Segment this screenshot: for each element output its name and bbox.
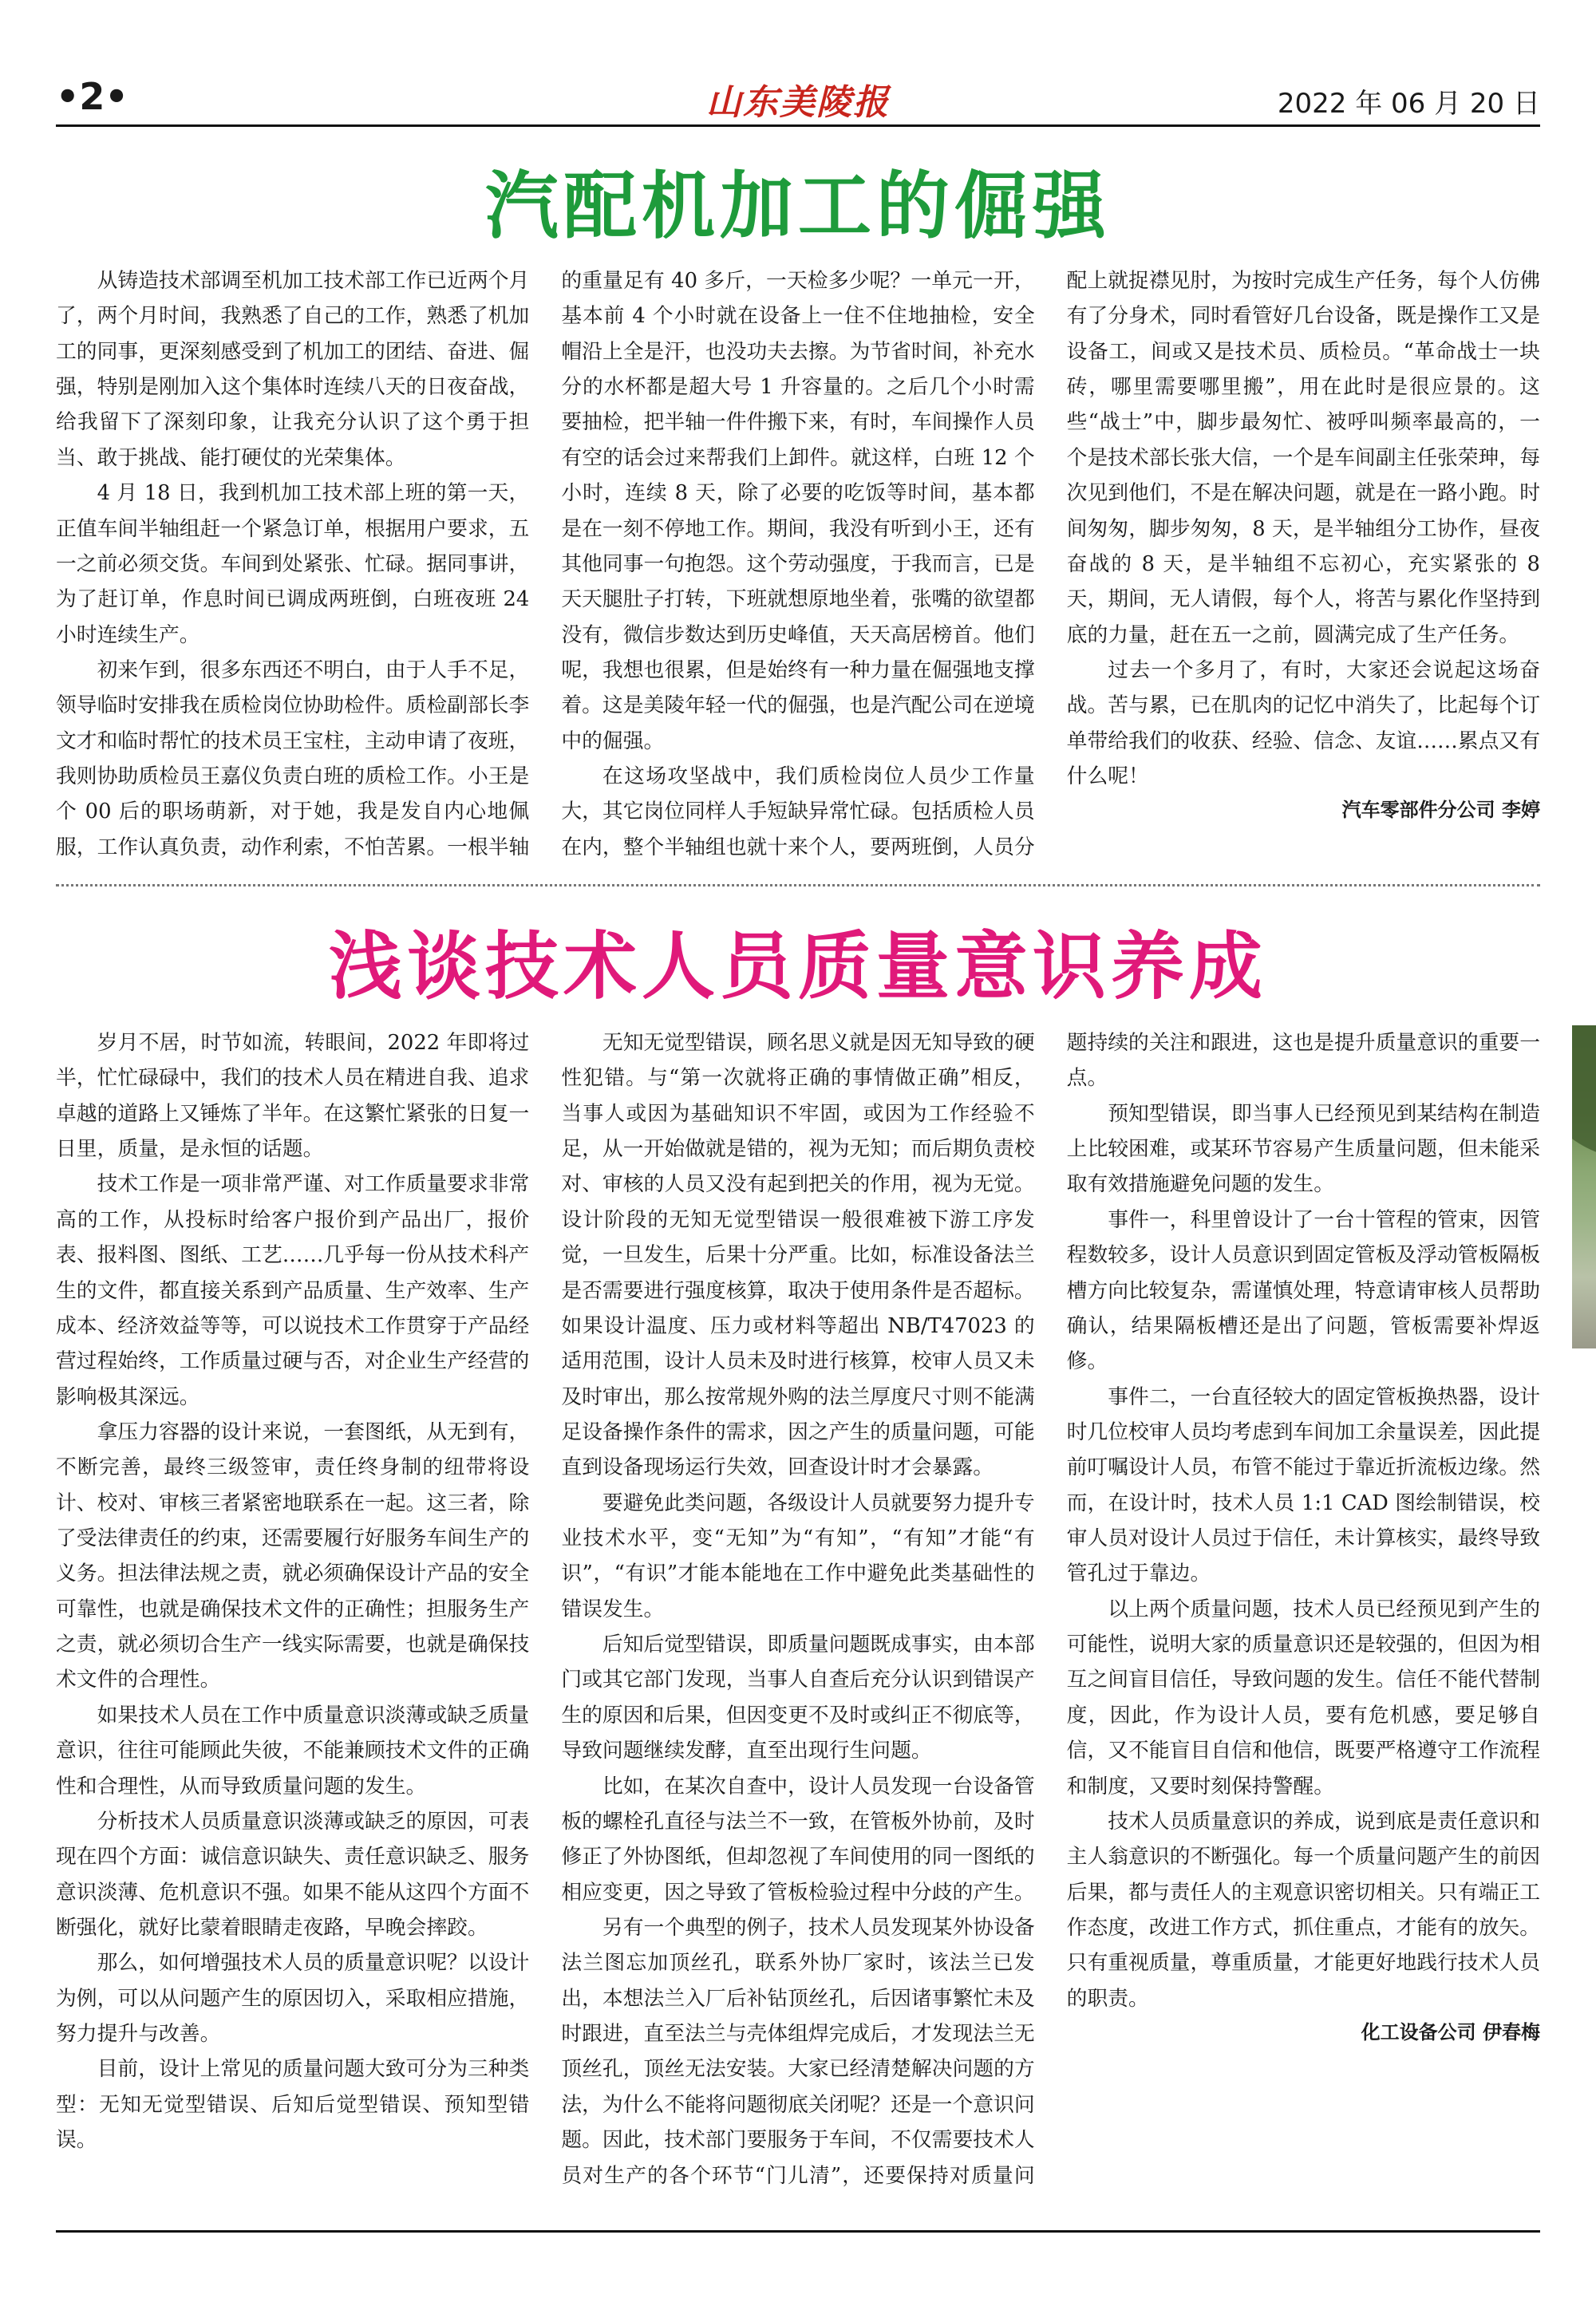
article2-paragraph: 岁月不居，时节如流，转眼间，2022 年即将过半，忙忙碌碌中，我们的技术人员在精进自我、追求卓越的道路上又锤炼了半年。在这繁忙紧张的日复一日里，质量，是永恒的话题。 [56,1031,530,1162]
article-divider [56,884,1540,886]
article2-paragraph: 事件一，科里曾设计了一台十管程的管束，因管程数较多，设计人员意识到固定管板及浮动管板隔板槽方向比较复杂，需谨慎处理，特意请审核人员帮助确认，结果隔板槽还是出了问题，管板需要补焊返修。 [1066,1207,1540,1374]
article2-paragraph: 后知后觉型错误，即质量问题既成事实，由本部门或其它部门发现，当事人自查后充分认识到错误产生的原因和后果，但因变更不及时或纠正不彻底等，导致问题继续发酵，直至出现行生问题。 [561,1633,1035,1763]
article2-paragraph: 无知无觉型错误，顾名思义就是因无知导致的硬性犯错。与“第一次就将正确的事情做正确”相反，当事人或因为基础知识不牢固，或因为工作经验不足，从一开始做就是错的，视为无知；而后期负责校对、审核的人员又没有起到把关的作用，视为无觉。设计阶段的无知无觉型错误一般很难被下游工序发觉，一旦发生，后果十分严重。比如，标准设备法兰是否需要进行强度核算，取决于使用条件是否超标。如果设计温度、压力或材料等超出 NB/T47023 的适用范围，设计人员未及时进行核算，校审人员又未及时审出，那么按常规外购的法兰厚度尺寸则不能满足设备操作条件的需求，因之产生的质量问题，可能直到设备现场运行失效，回查设计时才会暴露。 [561,1031,1035,1480]
article2-paragraph: 目前，设计上常见的质量问题大致可分为三种类型：无知无觉型错误、后知后觉型错误、预知型错误。 [56,2057,530,2153]
article2-paragraph: 那么，如何增强技术人员的质量意识呢？以设计为例，可以从问题产生的原因切入，采取相应措施，努力提升与改善。 [56,1951,530,2047]
article2-paragraph: 分析技术人员质量意识淡薄或缺乏的原因，可表现在四个方面：诚信意识缺失、责任意识缺乏、服务意识淡薄、危机意识不强。如果不能从这四个方面不断强化，就好比蒙着眼睛走夜路，早晚会摔跤。 [56,1809,530,1940]
article1-title: 汽配机加工的倔强 [484,164,1111,249]
article2-paragraph: 拿压力容器的设计来说，一套图纸，从无到有，不断完善，最终三级签审，责任终身制的纽带将设计、校对、审核三者紧密地联系在一起。这三者，除了受法律责任的约束，还需要履行好服务车间生产的义务。担法律法规之责，就必须确保设计产品的安全可靠性，也就是确保技术文件的正确性；担服务生产之责，就必须切合生产一线实际需要，也就是确保技术文件的合理性。 [56,1419,530,1692]
article1-paragraph: 从铸造技术部调至机加工技术部工作已近两个月了，两个月时间，我熟悉了自己的工作，熟悉了机加工的同事，更深刻感受到了机加工的团结、奋进、倔强，特别是刚加入这个集体时连续八天的日夜奋战，给我留下了深刻印象，让我充分认识了这个勇于担当、敢于挑战、能打硬仗的光荣集体。 [56,269,530,470]
article2-photo [1572,1025,1596,1348]
article2-title: 浅谈技术人员质量意识养成 [328,924,1267,1009]
article2 [56,1025,1540,2198]
article1 [56,263,1540,878]
article1-paragraph: 初来乍到，很多东西还不明白，由于人手不足，领导临时安排我在质检岗位协助检件。质检副部长李文才和临时帮忙的技术员王宝柱，主动申请了夜班，我则协助质检员王嘉仪负责白班的质检工作。小王是个 00 后的职场萌新，对于她，我是发自内心地佩服，工作认真负责，动作利索，不怕苦累。一根半轴的重量足有 40 多斤，一天检多少呢？一单元一开，基本前 4 个小时就在设备上一住不住地抽检，安全帽沿上全是汗，也没功夫去擦。为节省时间，补充水分的水杯都是超大号 1 升容量的。之后几个小时需要抽检，把半轴一件件搬下来，有时，车间操作人员有空的话会过来帮我们上卸件。就这样，白班 12 个小时，连续 8 天，除了必要的吃饭等时间，基本都是在一刻不停地工作。期间，我没有听到小王，还有其他同事一句抱怨。这个劳动强度，于我而言，已是天天腿肚子打转，下班就想原地坐着，张嘴的欲望都没有，微信步数达到历史峰值，天天高居榜首。他们呢，我想也很累，但是始终有一种力量在倔强地支撑着。这是美陵年轻一代的倔强，也是汽配公司在逆境中的倔强。 [56,269,1035,859]
article2-paragraph: 比如，在某次自查中，设计人员发现一台设备管板的螺栓孔直径与法兰不一致，在管板外协前，及时修正了外协图纸，但却忽视了车间使用的同一图纸的相应变更，因之导致了管板检验过程中分歧的产生。 [561,1774,1035,1905]
footer-rule [56,2230,1540,2233]
article1-paragraph: 过去一个多月了，有时，大家还会说起这场奋战。苦与累，已在肌肉的记忆中消失了，比起每个订单带给我们的收获、经验、信念、友谊……累点又有什么呢！ [1066,657,1540,789]
article2-body [56,1025,1540,2198]
issue-date: 2022 年 06 月 20 日 [1277,88,1540,120]
header-rule [56,124,1540,127]
article2-paragraph: 预知型错误，即当事人已经预见到某结构在制造上比较困难，或某环节容易产生质量问题，但未能采取有效措施避免问题的发生。 [1066,1101,1540,1197]
article1-paragraph: 4 月 18 日，我到机加工技术部上班的第一天，正值车间半轴组赶一个紧急订单，根据用户要求，五一之前必须交货。车间到处紧张、忙碌。据同事讲，为了赶订单，作息时间已调成两班倒，白班夜班 24 小时连续生产。 [56,481,530,647]
article2-paragraph: 如果技术人员在工作中质量意识淡薄或缺乏质量意识，往往可能顾此失彼，不能兼顾技术文件的正确性和合理性，从而导致质量问题的发生。 [56,1703,530,1799]
article2-paragraph: 事件二，一台直径较大的固定管板换热器，设计时几位校审人员均考虑到车间加工余量误差，因此提前叮嘱设计人员，布管不能过于靠近折流板边缘。然而，在设计时，技术人员 1:1 CAD 图绘制错误，校审人员对设计人员过于信任，未计算核实，最终导致管孔过于靠边。 [1066,1384,1540,1586]
article1-paragraph: 在这场攻坚战中，我们质检岗位人员少工作量大，其它岗位同样人手短缺异常忙碌。包括质检人员在内，整个半轴组也就十来个人，要两班倒，人员分配上就捉襟见肘，为按时完成生产任务，每个人仿佛有了分身术，同时看管好几台设备，既是操作工又是设备工，间或又是技术员、质检员。“革命战士一块砖，哪里需要哪里搬”，用在此时是很应景的。这些“战士”中，脚步最匆忙、被呼叫频率最高的，一个是技术部长张大信，一个是车间副主任张荣珅，每次见到他们，不是在解决问题，就是在一路小跑。时间匆匆，脚步匆匆，8 天，是半轴组分工协作，昼夜奋战的 8 天，是半轴组不忘初心，充实紧张的 8 天，期间，无人请假，每个人，将苦与累化作坚持到底的力量，赶在五一之前，圆满完成了生产任务。 [561,269,1540,859]
article1-body [56,263,1540,878]
article2-paragraph: 技术人员质量意识的养成，说到底是责任意识和主人翁意识的不断强化。每一个质量问题产生的前因后果，都与责任人的主观意识密切相关。只有端正工作态度，改进工作方式，抓住重点，才能有的放矢。只有重视质量，尊重质量，才能更好地践行技术人员的职责。 [1066,1809,1540,2011]
article1-byline: 汽车零部件分公司 李婷 [1341,799,1540,822]
article2-paragraph: 技术工作是一项非常严谨、对工作质量要求非常高的工作，从投标时给客户报价到产品出厂，报价表、报料图、图纸、工艺……几乎每一份从技术科产生的文件，都直接关系到产品质量、生产效率、生产成本、经济效益等等，可以说技术工作贯穿于产品经营过程始终，工作质量过硬与否，对企业生产经营的影响极其深远。 [56,1172,530,1409]
page-number: •2• [56,75,128,118]
article2-paragraph: 另有一个典型的例子，技术人员发现某外协设备法兰图忘加顶丝孔，联系外协厂家时，该法兰已发出，本想法兰入厂后补钻顶丝孔，后因诸事繁忙未及时跟进，直至法兰与壳体组焊完成后，才发现法兰无顶丝孔，顶丝无法安装。大家已经清楚解决问题的方法，为什么不能将问题彻底关闭呢？还是一个意识问题。因此，技术部门要服务于车间，不仅需要技术人员对生产的各个环节“门儿清”，还要保持对质量问题持续的关注和跟进，这也是提升质量意识的重要一点。 [561,1031,1540,2188]
article2-byline: 化工设备公司 伊春梅 [1361,2021,1540,2044]
article2-paragraph: 要避免此类问题，各级设计人员就要努力提升专业技术水平，变“无知”为“有知”，“有知”才能“有识”，“有识”才能本能地在工作中避免此类基础性的错误发生。 [561,1491,1035,1621]
newspaper-masthead: 山东美陵报 [706,82,890,123]
article2-paragraph: 以上两个质量问题，技术人员已经预见到产生的可能性，说明大家的质量意识还是较强的，但因为相互之间盲目信任，导致问题的发生。信任不能代替制度，因此，作为设计人员，要有危机感，要足够自信，又不能盲目自信和他信，既要严格遵守工作流程和制度，又要时刻保持警醒。 [1066,1597,1540,1799]
page-header [56,73,1540,121]
